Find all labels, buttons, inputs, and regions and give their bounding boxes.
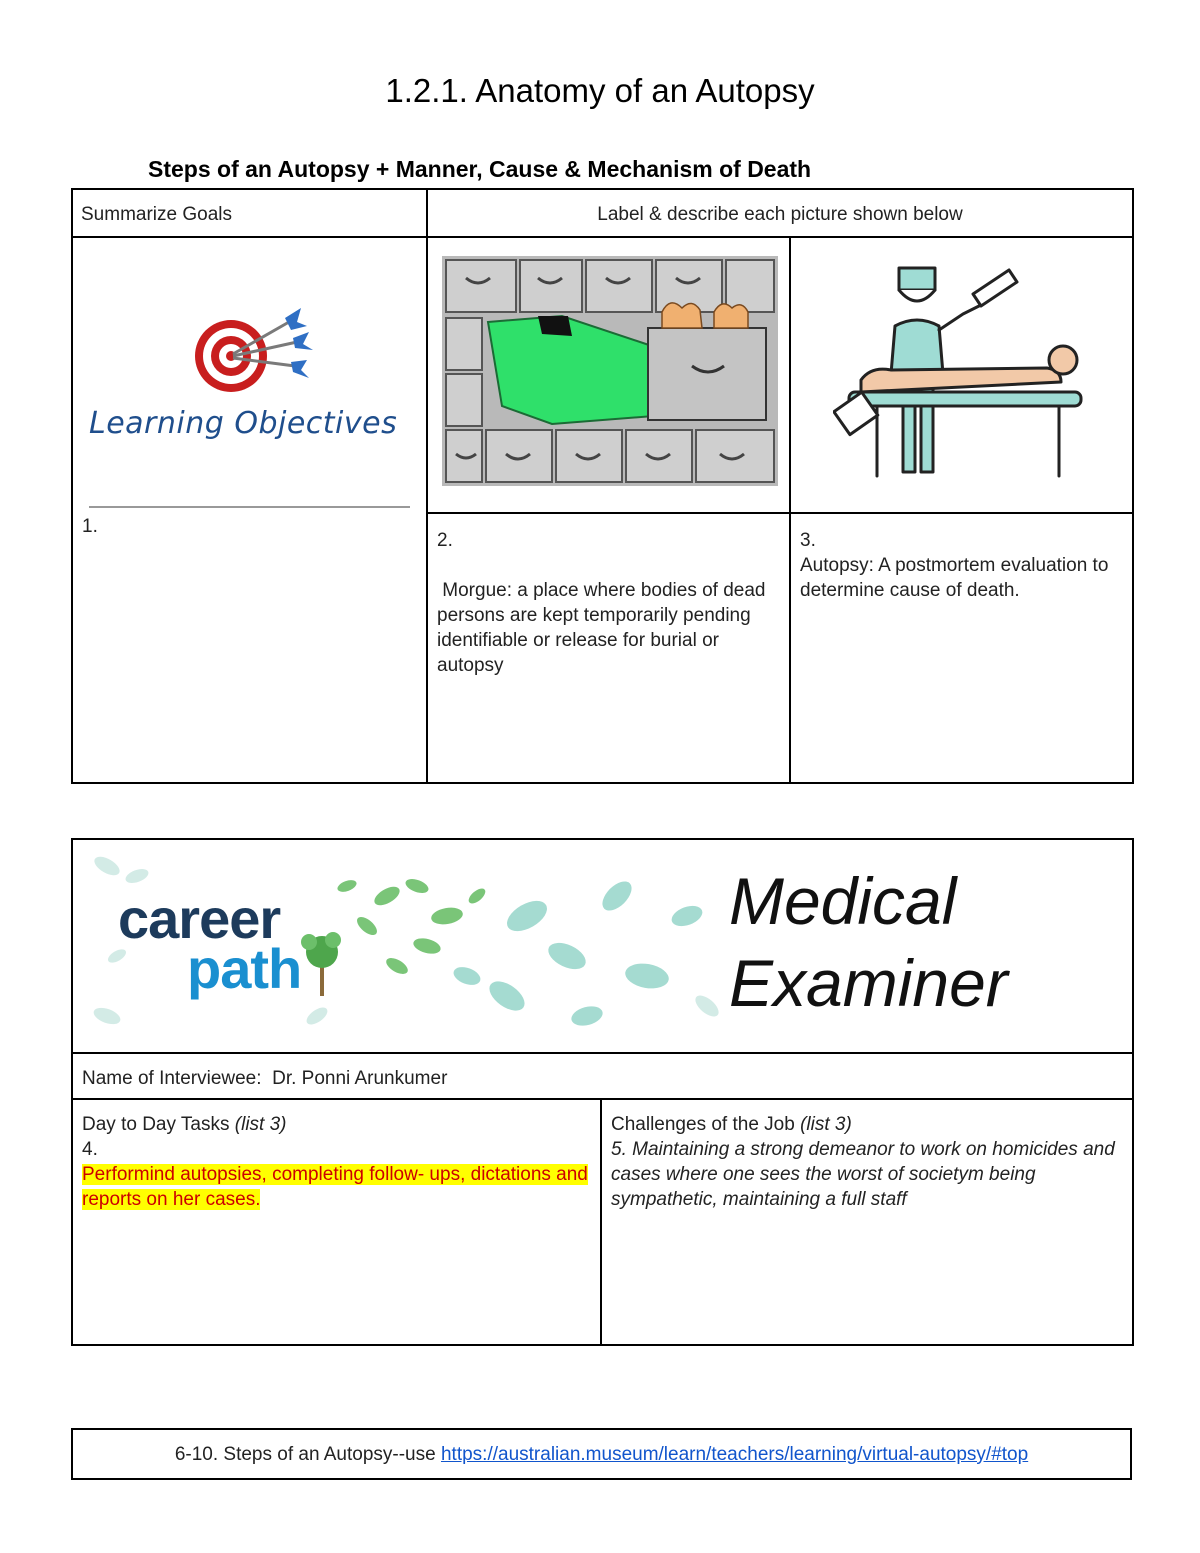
interviewee-label: Name of Interviewee: — [82, 1068, 262, 1089]
section-heading: Steps of an Autopsy + Manner, Cause & Mechanism of Death — [148, 156, 812, 182]
path-word: path — [187, 937, 302, 1000]
steps-cell[interactable] — [72, 1429, 1131, 1479]
day-to-day-tasks-cell[interactable] — [72, 1099, 601, 1345]
picture3-description: Autopsy: A postmortem evaluation to determine cause of death. — [800, 555, 1109, 601]
tasks-answer: Performind autopsies, completing follow- ups, dictations and reports on her cases. — [82, 1164, 588, 1210]
interviewee-name: Dr. Ponni Arunkumer — [272, 1068, 448, 1089]
title-line-1: Medical — [729, 864, 957, 938]
goals-cell[interactable] — [72, 237, 427, 783]
steps-text: 6-10. Steps of an Autopsy--use — [174, 1444, 441, 1465]
picture2-description: Morgue: a place where bodies of dead persons are kept temporarily pending identifiable or release for burial or autopsy — [437, 580, 771, 676]
steps-box — [71, 1428, 1132, 1480]
interviewee-cell[interactable] — [72, 1053, 1133, 1099]
career-word: career — [118, 887, 281, 950]
picture2-number: 2. — [437, 530, 453, 551]
surgeon-autopsy-icon — [833, 264, 1093, 486]
header-goals-label: Summarize Goals — [81, 204, 232, 225]
tasks-label: Day to Day Tasks — [82, 1114, 230, 1135]
header-summarize-goals — [72, 189, 427, 237]
challenges-label: Challenges of the Job — [611, 1114, 795, 1135]
header-pictures-label: Label & describe each picture shown below — [597, 204, 963, 225]
challenges-hint: (list 3) — [800, 1114, 852, 1135]
divider — [89, 506, 410, 508]
career-path-table — [71, 838, 1134, 1346]
medical-examiner-title — [729, 860, 1008, 1024]
header-label-pictures — [427, 189, 1133, 237]
picture3-description-cell[interactable] — [790, 513, 1133, 783]
morgue-image-cell — [427, 237, 790, 513]
autopsy-image-cell — [790, 237, 1133, 513]
virtual-autopsy-link[interactable]: https://australian.museum/learn/teachers/learning/virtual-autopsy/#top — [440, 1444, 1029, 1465]
goal-item-number: 1. — [82, 516, 98, 537]
target-darts-icon — [185, 304, 315, 400]
morgue-drawers-image — [442, 256, 778, 486]
tasks-hint: (list 3) — [234, 1114, 287, 1135]
page-title: 1.2.1. Anatomy of an Autopsy — [385, 72, 815, 109]
challenges-answer: 5. Maintaining a strong demeanor to work on homicides and cases where one sees the worst of societym being sympathetic, maintaining a full staff — [611, 1139, 1115, 1210]
autopsy-table — [71, 188, 1134, 784]
tasks-number: 4. — [82, 1139, 98, 1160]
career-path-banner — [72, 839, 1133, 1053]
challenges-cell[interactable] — [601, 1099, 1133, 1345]
title-line-2: Examiner — [729, 946, 1008, 1020]
picture2-description-cell[interactable] — [427, 513, 790, 783]
picture3-number: 3. — [800, 530, 816, 551]
learning-objectives-text: Learning Objectives — [89, 406, 398, 441]
